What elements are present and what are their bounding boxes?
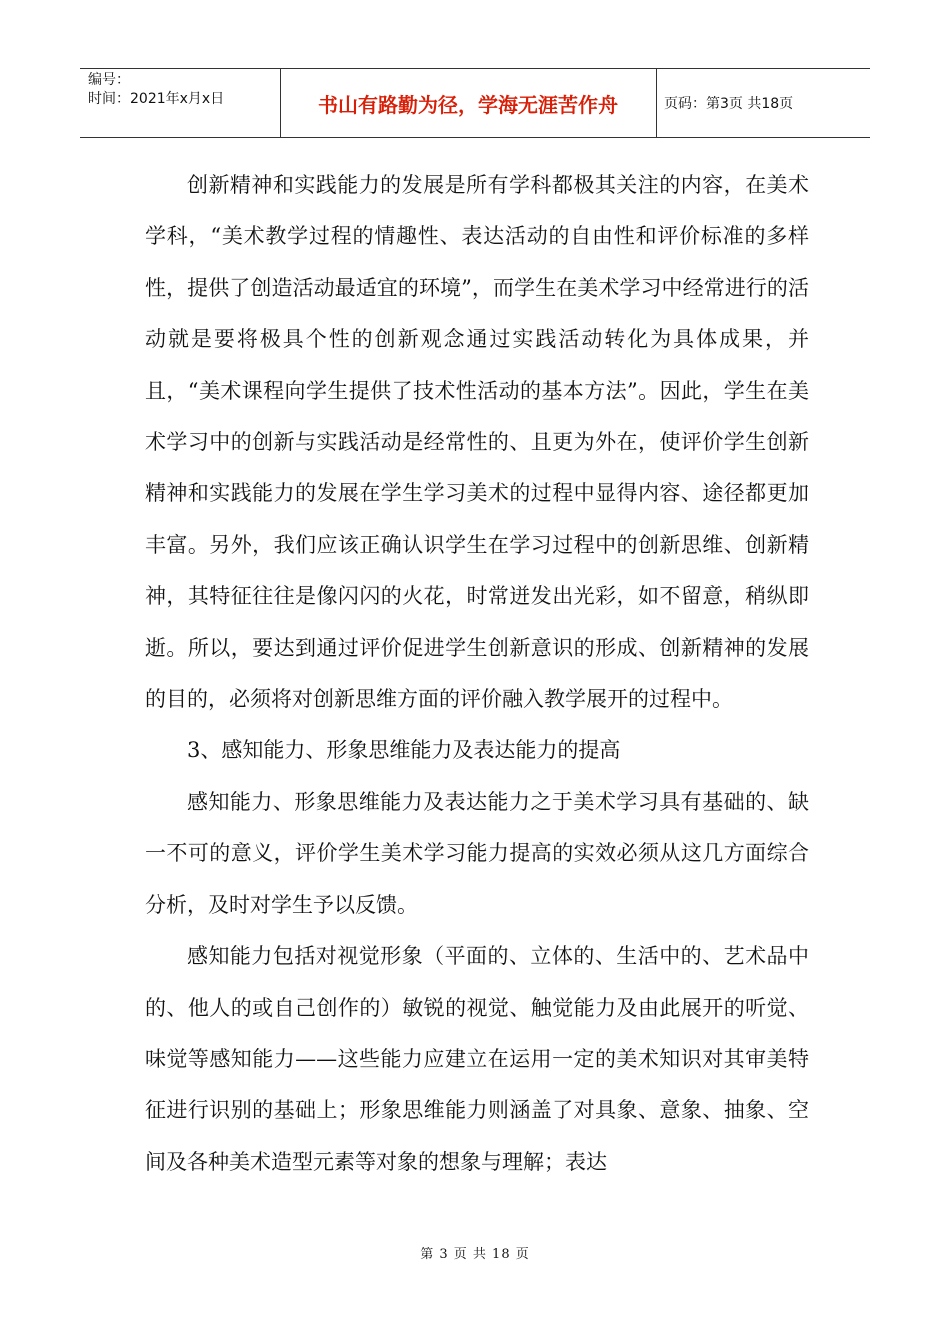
- paragraph: 创新精神和实践能力的发展是所有学科都极其关注的内容，在美术学科，“美术教学过程的情趣性、表达活动的自由性和评价标准的多样性，提供了创造活动最适宜的环境”，而学生在美术学习中经常进行的活动就是要将极具个性的创新观念通过实践活动转化为具体成果，并且，“美术课程向学生提供了技术性活动的基本方法”。因此，学生在美术学习中的创新与实践活动是经常性的、且更为外在，使评价学生创新精神和实践能力的发展在学生学习美术的过程中显得内容、途径都更加丰富。另外，我们应该正确认识学生在学习过程中的创新思维、创新精神，其特征往往是像闪闪的火花，时常迸发出光彩，如不留意，稍纵即逝。所以，要达到通过评价促进学生创新意识的形成、创新精神的发展的目的，必须将对创新思维方面的评价融入教学展开的过程中。: [145, 173, 809, 712]
- header-divider: [656, 69, 657, 137]
- paragraph: 感知能力、形象思维能力及表达能力之于美术学习具有基础的、缺一不可的意义，评价学生美术学习能力提高的实效必须从这几方面综合分析，及时对学生予以反馈。: [145, 789, 809, 917]
- paragraph: 感知能力包括对视觉形象（平面的、立体的、生活中的、艺术品中的、他人的或自己创作的）敏锐的视觉、触觉能力及由此展开的听觉、味觉等感知能力——这些能力应建立在运用一定的美术知识对其审美特征进行识别的基础上；形象思维能力则涵盖了对具象、意象、抽象、空间及各种美术造型元素等对象的想象与理解；表达: [145, 944, 809, 1174]
- time-label: 时间：2021年x月x日: [88, 91, 225, 107]
- document-body: [145, 160, 809, 1188]
- header-page-info: 页码：第3页 共18页: [664, 96, 794, 112]
- header-table: [80, 68, 870, 138]
- header-motto: 书山有路勤为径，学海无涯苦作舟: [318, 92, 618, 117]
- section-heading: 3、感知能力、形象思维能力及表达能力的提高: [187, 738, 621, 763]
- page-footer: 第 3 页 共 18 页: [420, 1247, 530, 1262]
- number-label: 编号：: [88, 72, 130, 88]
- header-meta: [88, 71, 278, 109]
